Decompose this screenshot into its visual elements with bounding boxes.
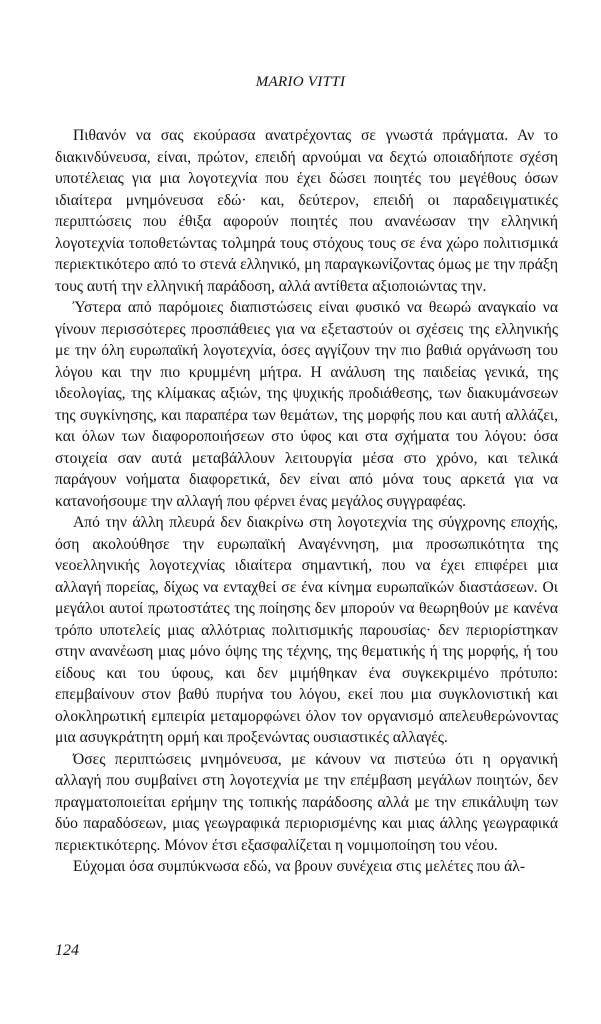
page-number: 124 [55, 942, 79, 959]
body-text [55, 125, 558, 878]
paragraph-3: Από την άλλη πλευρά δεν διακρίνω στη λογοτεχνία της σύγχρονης εποχής, όση ακολούθησε την ευρωπαϊκή Αναγέννηση, μια προσωπικότητα της νεοελληνικής λογοτεχνίας ιδιαίτερα σημαντική, που να έχει επιφέρει μια αλλαγή πορείας, δίχως να ενταχθεί σε ένα κίνημα ευρωπαϊκών διαστάσεων. Οι μεγάλοι αυτοί πρωτοστάτες της ποίησης δεν μπορούν να θεωρηθούν με κανένα τρόπο υποτελείς μιας αλλότριας πολιτισμικής παρουσίας· δεν περιορίστηκαν στην ανανέωση μιας μόνο όψης της τέχνης, της θεματικής ή της μορφής, ή του είδους και του ύφους, και δεν μιμήθηκαν ένα συγκεκριμένο πρότυπο: επεμβαίνουν στον βαθύ πυρήνα του λόγου, εκεί που μια συγκλονιστική και ολοκληρωτική εμπειρία μεταμορφώνει όλον τον οργανισμό απελευθερώνοντας μια ασυγκράτητη ορμή και προξενώντας ουσιαστικές αλλαγές. [55, 514, 558, 746]
paragraph-4: Όσες περιπτώσεις μνημόνευσα, με κάνουν να πιστεύω ότι η οργανική αλλαγή που συμβαίνει στη λογοτεχνία με την επέμβαση μεγάλων ποιητών, δεν πραγματοποιείται ερήμην της τοπικής παράδοσης αλλά με την επικάλυψη των δύο παραδόσεων, μιας γεωγραφικά περιορισμένης και μιας άλλης γεωγραφικά περιεκτικότερης. Μόνον έτσι εξασφαλίζεται η νομιμοποίηση του νέου. [55, 750, 558, 854]
paragraph-1: Πιθανόν να σας εκούρασα ανατρέχοντας σε γνωστά πράγματα. Αν το διακινδύνευσα, είναι, πρώτον, επειδή αρνούμαι να δεχτώ οποιαδήποτε σχέση υποτέλειας για μια λογοτεχνία που έχει δώσει ποιητές του μεγέθους όσων ιδιαίτερα μνημόνευσα εδώ· και, δεύτερον, επειδή οι παραδειγματικές περιπτώσεις που έθιξα αφορούν ποιητές που ανανέωσαν την ελληνική λογοτεχνία τοποθετώντας τολμηρά τους στόχους τους σε ένα χώρο πολιτισμικά περιεκτικότερο από το στενά ελληνικό, μη παραγκωνίζοντας όμως με την πράξη τους αυτή την ελληνική παράδοση, αλλά αντίθετα αξιοποιώντας την. [55, 127, 558, 295]
paragraph-5: Εύχομαι όσα συμπύκνωσα εδώ, να βρουν συνέχεια στις μελέτες που άλ- [73, 858, 526, 875]
paragraph-2: Ύστερα από παρόμοιες διαπιστώσεις είναι φυσικό να θεωρώ αναγκαίο να γίνουν περισσότερες προσπάθειες για να εξεταστούν οι σχέσεις της ελληνικής με την όλη ευρωπαϊκή λογοτεχνία, όσες αγγίζουν την πιο βαθιά οργάνωση του λόγου και την πιο κρυμμένη μήτρα. Η ανάλυση της παιδείας γενικά, της ιδεολογίας, της κλίμακας αξιών, της ψυχικής προδιάθεσης, των διακυμάνσεων της συγκίνησης, και παραπέρα των θεμάτων, της μορφής που και αυτή αλλάζει, και όλων των διαφοροποιήσεων στο ύφος και στα σχήματα του λόγου: όσα στοιχεία σαν αυτά μεταβάλλουν λειτουργία μέσα στο χρόνο, και τελικά παράγουν νοήματα διαφορετικά, δεν είναι από μόνα τους αρκετά για να κατανοήσουμε την αλλαγή που φέρνει ένας μεγάλος συγγραφέας. [55, 299, 558, 510]
running-head-author: MARIO VITTI [255, 74, 346, 90]
